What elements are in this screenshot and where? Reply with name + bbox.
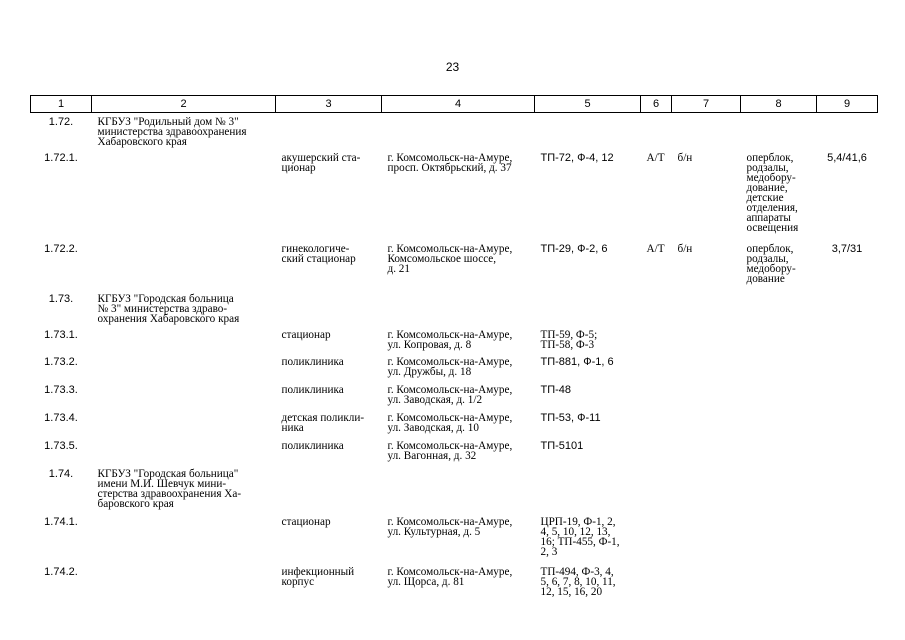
col7-value: [672, 437, 741, 465]
col7-value: [672, 563, 741, 603]
organization-name: [92, 437, 276, 465]
organization-name: КГБУЗ "Родильный дом № 3" министерства здравоохранения Хабаровского края: [97, 116, 247, 148]
organization-name: КГБУЗ "Городская больница № 3" министерства здраво- охранения Хабаровского края: [97, 292, 240, 325]
row-number: 1.73.5.: [44, 439, 78, 452]
facility-type: стационар: [281, 515, 331, 528]
power-source: [535, 113, 641, 149]
col7-value: [672, 290, 741, 326]
col6-value: [641, 465, 672, 513]
facility-type: акушерский ста- ционар: [281, 151, 361, 174]
organization-name: [92, 563, 276, 603]
equipment: [741, 353, 817, 381]
address: г. Комсомольск-на-Амуре, ул. Дружбы, д. 18: [387, 355, 513, 378]
power-value: [817, 290, 878, 326]
power-source: [535, 290, 641, 326]
column-header: 5: [535, 96, 641, 113]
col6-value: [641, 409, 672, 437]
address: [382, 290, 535, 326]
power-source: [535, 465, 641, 513]
col6-value: [641, 353, 672, 381]
col7-value: [672, 381, 741, 409]
table-row: [31, 240, 878, 290]
col7-value: б/н: [677, 242, 693, 255]
row-number: 1.72.2.: [44, 242, 78, 255]
address: [382, 113, 535, 149]
facility-type: детская поликли- ника: [281, 411, 365, 434]
row-number: 1.73.: [48, 292, 74, 305]
power-source: ТП-53, Ф-11: [540, 411, 601, 424]
page-number: 23: [445, 60, 460, 74]
organization-name: [92, 513, 276, 563]
address: г. Комсомольск-на-Амуре, ул. Щорса, д. 81: [387, 565, 513, 588]
row-number: 1.73.3.: [44, 383, 78, 396]
equipment: [741, 437, 817, 465]
power-value: [817, 381, 878, 409]
equipment: [741, 563, 817, 603]
col7-value: [672, 465, 741, 513]
table-row: [31, 409, 878, 437]
power-source: ТП-881, Ф-1, 6: [540, 355, 614, 368]
col7-value: б/н: [677, 151, 693, 164]
column-header: 3: [276, 96, 382, 113]
table-row: [31, 149, 878, 240]
address: г. Комсомольск-на-Амуре, ул. Культурная, д. 5: [387, 515, 513, 538]
facility-type: поликлиника: [281, 383, 344, 396]
power-value: [817, 409, 878, 437]
power-source: ТП-72, Ф-4, 12: [540, 151, 614, 164]
table-row: [31, 381, 878, 409]
row-number: 1.74.1.: [44, 515, 78, 528]
row-number: 1.72.1.: [44, 151, 78, 164]
equipment: [741, 381, 817, 409]
equipment: [741, 513, 817, 563]
address: г. Комсомольск-на-Амуре, Комсомольское шоссе, д. 21: [387, 242, 513, 275]
address: г. Комсомольск-на-Амуре, ул. Заводская, д. 1/2: [387, 383, 513, 406]
column-header: 2: [92, 96, 276, 113]
header-row: [31, 96, 878, 113]
col6-value: А/Т: [646, 151, 665, 164]
col6-value: [641, 563, 672, 603]
power-source: ТП-5101: [540, 439, 584, 452]
col6-value: [641, 113, 672, 149]
row-number: 1.74.2.: [44, 565, 78, 578]
col6-value: [641, 381, 672, 409]
equipment: оперблок, родзалы, медобору- дование, детские отделения, аппараты освещения: [746, 151, 799, 234]
power-source: ТП-59, Ф-5; ТП-58, Ф-3: [540, 328, 598, 351]
equipment: [741, 409, 817, 437]
col6-value: А/Т: [646, 242, 665, 255]
address: г. Комсомольск-на-Амуре, просп. Октябрьский, д. 37: [387, 151, 513, 174]
power-source: ТП-494, Ф-3, 4, 5, 6, 7, 8, 10, 11, 12, 15, 16, 20: [540, 565, 616, 598]
table-row: [31, 326, 878, 353]
column-header: 4: [382, 96, 535, 113]
power-value: [817, 437, 878, 465]
data-table: [30, 95, 878, 603]
col7-value: [672, 353, 741, 381]
power-value: [817, 113, 878, 149]
row-number: 1.73.1.: [44, 328, 78, 341]
col7-value: [672, 326, 741, 353]
table-row: [31, 513, 878, 563]
table-row: [31, 353, 878, 381]
table-row: [31, 113, 878, 149]
row-number: 1.74.: [48, 467, 74, 480]
equipment: [741, 326, 817, 353]
equipment: оперблок, родзалы, медобору- дование: [746, 242, 796, 285]
organization-name: КГБУЗ "Городская больница" имени М.И. Шевчук мини- стерства здравоохранения Ха- баровского края: [97, 467, 242, 510]
facility-type: гинекологиче- ский стационар: [281, 242, 356, 265]
equipment: [741, 113, 817, 149]
power-source: ТП-29, Ф-2, 6: [540, 242, 608, 255]
equipment: [741, 290, 817, 326]
power-source: ТП-48: [540, 383, 572, 396]
facility-type: [276, 113, 382, 149]
facility-type: инфекционный корпус: [281, 565, 355, 588]
table-row: [31, 465, 878, 513]
power-source: ЦРП-19, Ф-1, 2, 4, 5, 10, 12, 13, 16; ТП-455, Ф-1, 2, 3: [540, 515, 620, 558]
row-number: 1.72.: [48, 116, 74, 128]
organization-name: [92, 240, 276, 290]
organization-name: [92, 353, 276, 381]
column-header: 7: [672, 96, 741, 113]
col6-value: [641, 326, 672, 353]
col6-value: [641, 437, 672, 465]
col7-value: [672, 409, 741, 437]
column-header: 8: [741, 96, 817, 113]
row-number: 1.73.4.: [44, 411, 78, 424]
address: г. Комсомольск-на-Амуре, ул. Заводская, д. 10: [387, 411, 513, 434]
facility-type: стационар: [281, 328, 331, 341]
col7-value: [672, 113, 741, 149]
column-header: 6: [641, 96, 672, 113]
col6-value: [641, 513, 672, 563]
power-value: [817, 326, 878, 353]
power-value: 3,7/31: [831, 242, 863, 255]
column-header: 9: [817, 96, 878, 113]
power-value: [817, 513, 878, 563]
col7-value: [672, 513, 741, 563]
table-row: [31, 437, 878, 465]
organization-name: [92, 326, 276, 353]
facility-type: [276, 290, 382, 326]
col6-value: [641, 290, 672, 326]
address: г. Комсомольск-на-Амуре, ул. Вагонная, д. 32: [387, 439, 513, 462]
power-value: [817, 563, 878, 603]
facility-type: [276, 465, 382, 513]
organization-name: [92, 409, 276, 437]
table-row: [31, 563, 878, 603]
power-value: [817, 465, 878, 513]
power-value: 5,4/41,6: [827, 151, 867, 164]
column-header: 1: [31, 96, 92, 113]
organization-name: [92, 149, 276, 240]
address: [382, 465, 535, 513]
facility-type: поликлиника: [281, 439, 344, 452]
power-value: [817, 353, 878, 381]
facility-type: поликлиника: [281, 355, 344, 368]
row-number: 1.73.2.: [44, 355, 78, 368]
table-row: [31, 290, 878, 326]
equipment: [741, 465, 817, 513]
organization-name: [92, 381, 276, 409]
address: г. Комсомольск-на-Амуре, ул. Копровая, д. 8: [387, 328, 513, 351]
